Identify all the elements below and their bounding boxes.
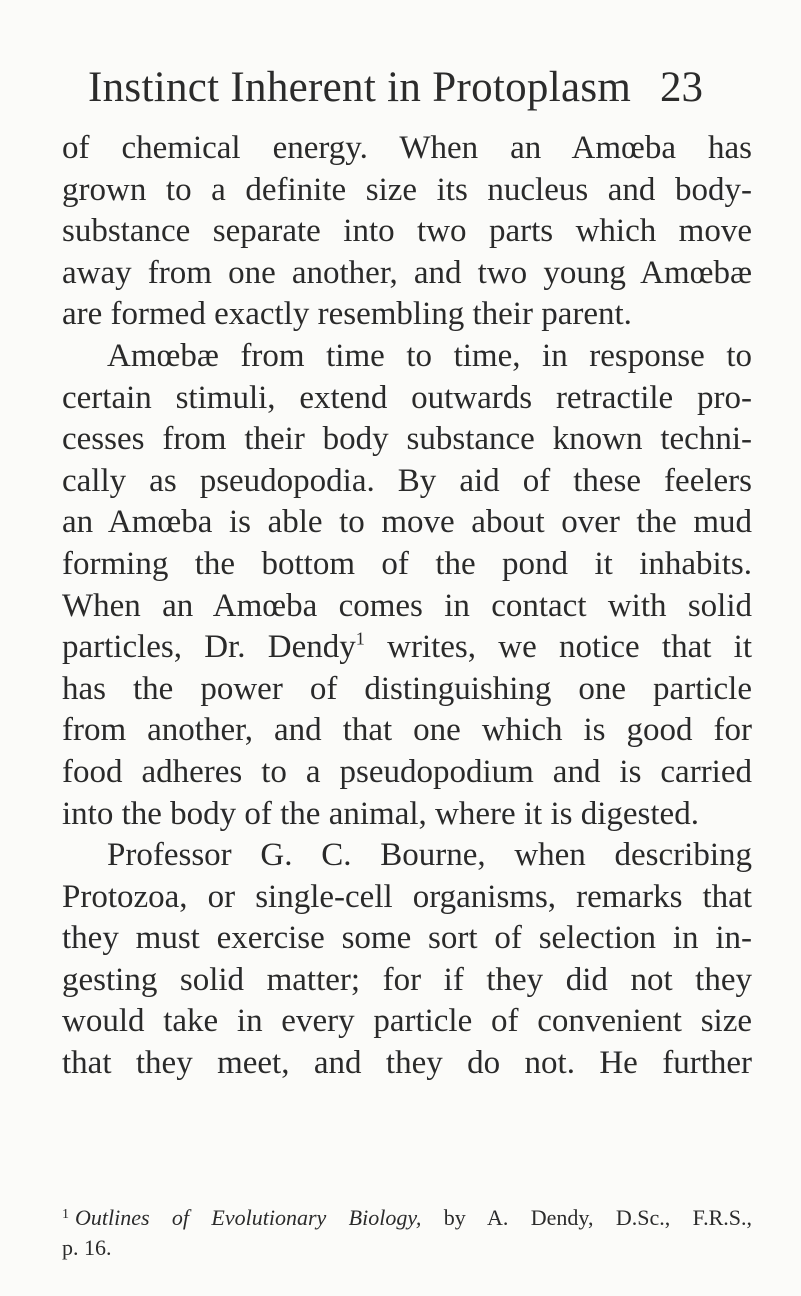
text-line-content: into the body of the animal, where it is digested. [62,795,699,832]
text-line [62,877,752,919]
text-line-content: grown to a definite size its nucleus and body- [62,171,752,208]
text-line [62,294,752,336]
text-line-content: food adheres to a pseudopodium and is carried [62,753,752,790]
text-line [62,419,752,461]
footnote-reference: 1 [355,628,365,649]
text-line-content: has the power of distinguishing one particle [62,670,752,707]
text-line [62,128,752,170]
text-line [62,627,752,669]
running-head [88,62,748,114]
text-line-content: would take in every particle of convenient size [62,1003,752,1040]
text-line [62,170,752,212]
text-line [62,960,752,1002]
text-line [62,586,752,628]
text-line [62,835,752,877]
text-line-content: particles, Dr. Dendy [62,629,356,666]
page-number: 23 [660,64,703,111]
footnote-page-ref: p. 16. [62,1235,112,1260]
text-line-content: Professor G. C. Bourne, when describing [107,837,752,874]
text-line-content: from another, and that one which is good for [62,712,752,749]
text-line-content: Protozoa, or single-cell organisms, remarks that [62,878,752,915]
text-line [62,752,752,794]
text-line-content: they must exercise some sort of selection in in- [62,920,752,957]
text-line-content: cally as pseudopodia. By aid of these feelers [62,462,752,499]
text-line-content: certain stimuli, extend outwards retractile pro- [62,379,752,416]
text-line [62,211,752,253]
text-line [62,502,752,544]
text-line [62,253,752,295]
running-title: Instinct Inherent in Protoplasm [88,64,632,111]
text-line-continuation: writes, we notice that it [364,629,752,666]
text-line [62,794,752,836]
text-line-content: of chemical energy. When an Amœba has [62,130,752,166]
text-line-content: gesting solid matter; for if they did not they [62,961,752,998]
text-line-content: When an Amœba comes in contact with solid [62,587,752,624]
text-line [62,918,752,960]
body-text [62,128,752,1085]
text-line [62,710,752,752]
text-line [62,1001,752,1043]
text-line-content: substance separate into two parts which move [62,213,752,250]
text-line-content: are formed exactly resembling their parent. [62,296,632,333]
text-line-content: Amœbæ from time to time, in response to [107,337,752,374]
footnote-line [62,1203,752,1233]
text-line [62,336,752,378]
text-line-content: that they meet, and they do not. He further [62,1045,752,1082]
footnote-author: by A. Dendy, D.Sc., F.R.S., [421,1205,752,1230]
text-line-content: cesses from their body substance known techni- [62,421,752,458]
text-line-content: away from one another, and two young Amœbæ [62,254,752,291]
text-line [62,669,752,711]
text-line [62,461,752,503]
text-line-content: an Amœba is able to move about over the mud [62,504,752,541]
text-line [62,378,752,420]
footnote-marker: 1 [62,1207,69,1222]
text-line [62,544,752,586]
text-line-content: forming the bottom of the pond it inhabits. [62,545,752,582]
text-line [62,1043,752,1085]
footnotes [62,1203,752,1263]
footnote-book-title: Outlines of Evolutionary Biology, [75,1205,422,1230]
